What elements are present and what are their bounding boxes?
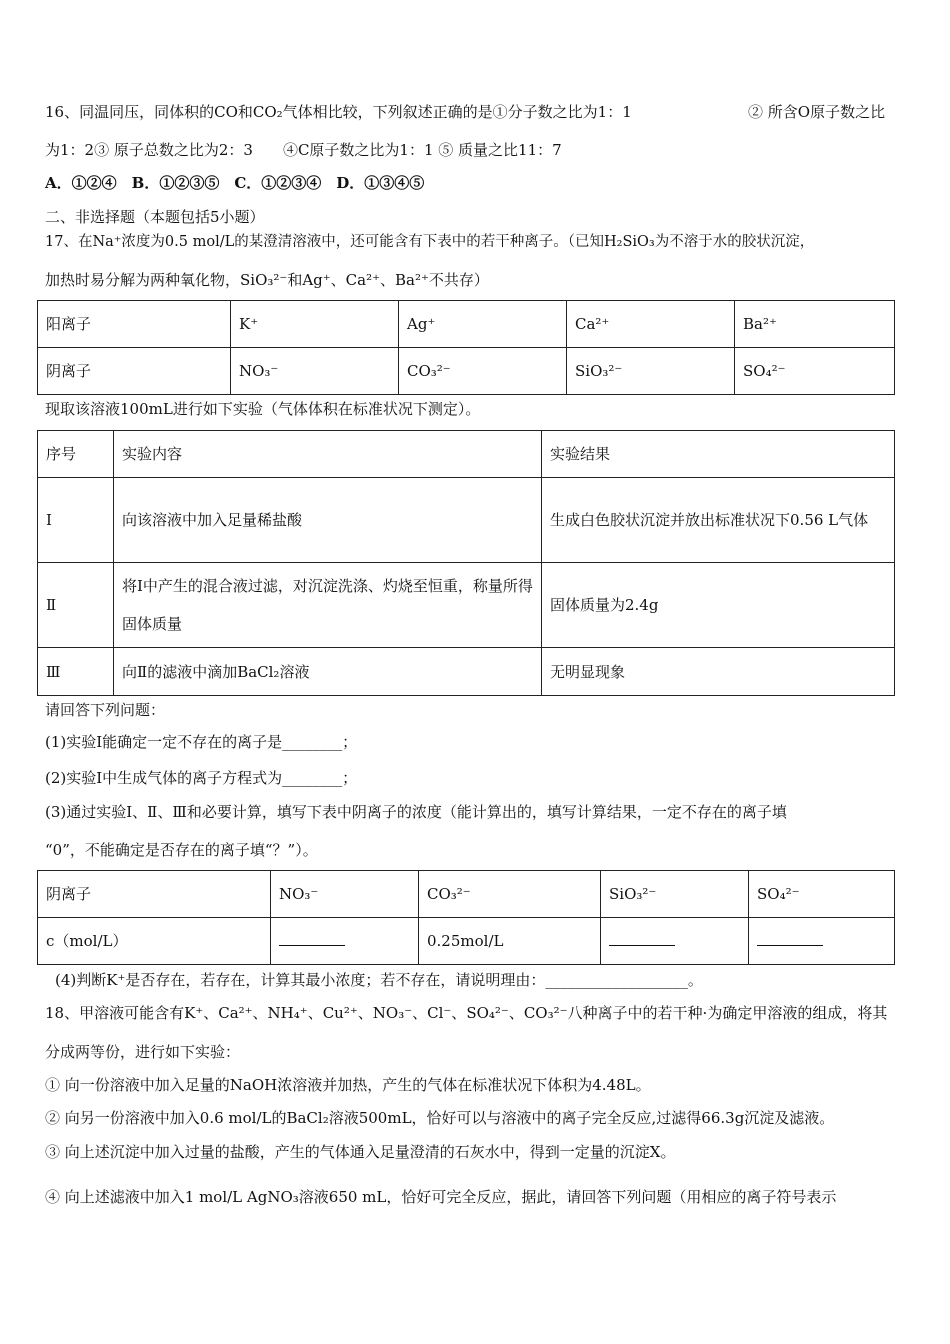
cell: Ⅰ — [38, 478, 114, 563]
cell: 向Ⅱ的滤液中滴加BaCl₂溶液 — [114, 648, 542, 696]
header-cell: SiO₃²⁻ — [601, 871, 749, 918]
table-row — [38, 348, 895, 395]
concentration-table — [37, 870, 895, 965]
header-cell: 实验结果 — [542, 431, 895, 478]
experiment-table — [37, 430, 895, 696]
q17-exp-intro: 现取该溶液100mL进行如下实验（气体体积在标准状况下测定）。 — [45, 400, 481, 418]
cell: 固体质量为2.4g — [542, 563, 895, 648]
cell: 阳离子 — [38, 301, 231, 348]
q18-step4: ④ 向上述滤液中加入1 mol/L AgNO₃溶液650 mL，恰好可完全反应，据此，请回答下列问题（用相应的离子符号表示 — [45, 1188, 837, 1206]
section-heading: 二、非选择题（本题包括5小题） — [45, 208, 265, 226]
table-header-row — [38, 431, 895, 478]
q18-step3: ③ 向上述沉淀中加入过量的盐酸，产生的气体通入足量澄清的石灰水中，得到一定量的沉淀X。 — [45, 1143, 676, 1161]
cell: 向该溶液中加入足量稀盐酸 — [114, 478, 542, 563]
cell: Ba²⁺ — [735, 301, 895, 348]
cell: NO₃⁻ — [231, 348, 399, 395]
q18-line2: 分成两等份，进行如下实验： — [45, 1043, 241, 1061]
table-row — [38, 648, 895, 696]
q17-sub3a: (3)通过实验Ⅰ、Ⅱ、Ⅲ和必要计算，填写下表中阴离子的浓度（能计算出的，填写计算结果，一定不存在的离子填 — [45, 803, 787, 821]
q17-sub4: (4)判断K⁺是否存在，若存在，计算其最小浓度；若不存在，请说明理由：___________________。 — [55, 971, 703, 989]
row-label: c（mol/L） — [38, 918, 271, 965]
header-cell: 序号 — [38, 431, 114, 478]
header-cell: SO₄²⁻ — [749, 871, 895, 918]
cell: CO₃²⁻ — [399, 348, 567, 395]
cell: 无明显现象 — [542, 648, 895, 696]
q17-intro2: 加热时易分解为两种氧化物，SiO₃²⁻和Ag⁺、Ca²⁺、Ba²⁺不共存） — [45, 271, 489, 289]
cell: Ca²⁺ — [567, 301, 735, 348]
cell: SO₄²⁻ — [735, 348, 895, 395]
q18-line1: 18、甲溶液可能含有K⁺、Ca²⁺、NH₄⁺、Cu²⁺、NO₃⁻、Cl⁻、SO₄²⁻、CO₃²⁻八种离子中的若干种·为确定甲溶液的组成，将其 — [45, 1004, 888, 1022]
q17-sub1: (1)实验Ⅰ能确定一定不存在的离子是________； — [45, 733, 358, 751]
header-cell: NO₃⁻ — [271, 871, 419, 918]
q16-line1b: ② 所含O原子数之比 — [748, 103, 886, 121]
cell: Ⅲ — [38, 648, 114, 696]
q16-line2: 为1：2③ 原子总数之比为2：3 ④C原子数之比为1：1 ⑤ 质量之比11：7 — [45, 141, 562, 159]
answer-blank-so4[interactable] — [749, 918, 895, 965]
cell: 生成白色胶状沉淀并放出标准状况下0.56 L气体 — [542, 478, 895, 563]
header-cell: CO₃²⁻ — [419, 871, 601, 918]
known-value: 0.25mol/L — [419, 918, 601, 965]
table-row — [38, 478, 895, 563]
q17-sub2: (2)实验Ⅰ中生成气体的离子方程式为________； — [45, 769, 358, 787]
ion-table — [37, 300, 895, 395]
q18-step2: ② 向另一份溶液中加入0.6 mol/L的BaCl₂溶液500mL，恰好可以与溶液中的离子完全反应,过滤得66.3g沉淀及滤液。 — [45, 1109, 835, 1127]
answer-blank-sio3[interactable] — [601, 918, 749, 965]
cell: K⁺ — [231, 301, 399, 348]
cell: 将Ⅰ中产生的混合液过滤，对沉淀洗涤、灼烧至恒重，称量所得固体质量 — [114, 563, 542, 648]
cell: 阴离子 — [38, 348, 231, 395]
header-cell: 实验内容 — [114, 431, 542, 478]
cell: SiO₃²⁻ — [567, 348, 735, 395]
table-row — [38, 563, 895, 648]
q16-options: A．①②④ B．①②③⑤ C．①②③④ D．①③④⑤ — [45, 174, 425, 192]
q17-ask: 请回答下列问题： — [45, 701, 166, 719]
q16-line1a: 16、同温同压，同体积的CO和CO₂气体相比较，下列叙述正确的是①分子数之比为1：1 — [45, 103, 632, 121]
q17-intro1: 17、在Na⁺浓度为0.5 mol/L的某澄清溶液中，还可能含有下表中的若干种离子。（已知H₂SiO₃为不溶于水的胶状沉淀， — [45, 234, 815, 250]
table-row — [38, 301, 895, 348]
table-header-row — [38, 871, 895, 918]
cell: Ⅱ — [38, 563, 114, 648]
header-cell: 阴离子 — [38, 871, 271, 918]
table-row — [38, 918, 895, 965]
answer-blank-no3[interactable] — [271, 918, 419, 965]
q18-step1: ① 向一份溶液中加入足量的NaOH浓溶液并加热，产生的气体在标准状况下体积为4.48L。 — [45, 1076, 651, 1094]
cell: Ag⁺ — [399, 301, 567, 348]
q17-sub3b: “0”，不能确定是否存在的离子填“？”）。 — [45, 841, 318, 859]
